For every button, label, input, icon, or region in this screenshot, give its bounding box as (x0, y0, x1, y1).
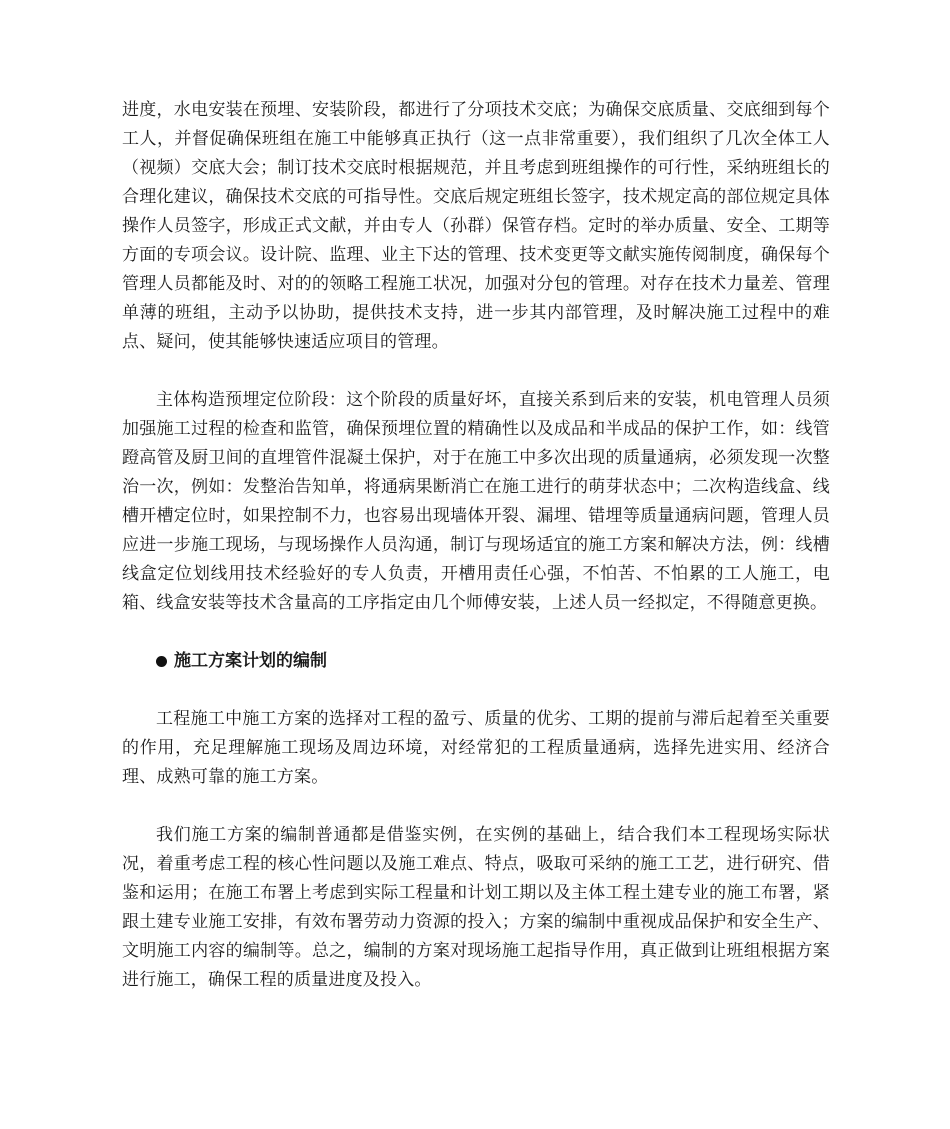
paragraph-spacer (122, 618, 830, 647)
paragraph-spacer (122, 676, 830, 705)
bullet-dot-icon (156, 656, 167, 667)
paragraph-spacer (122, 792, 830, 821)
document-page (122, 96, 830, 995)
paragraph-embedment-positioning: 主体构造预埋定位阶段：这个阶段的质量好坏，直接关系到后来的安装，机电管理人员须加强施工过程的检查和监管，确保预埋位置的精确性以及成品和半成品的保护工作，如：线管蹬高管及厨卫间的直埋管件混凝土保护，对于在施工中多次出现的质量通病，必须发现一次整治一次，例如：发整治告知单，将通病果断消亡在施工进行的萌芽状态中；二次构造线盒、线槽开槽定位时，如果控制不力，也容易出现墙体开裂、漏埋、错埋等质量通病问题，管理人员应进一步施工现场，与现场操作人员沟通，制订与现场适宜的施工方案和解决方法，例：线槽线盒定位划线用技术经验好的专人负责，开槽用责任心强，不怕苦、不怕累的工人施工，电箱、线盒安装等技术含量高的工序指定由几个师傅安装，上述人员一经拟定，不得随意更换。 (122, 390, 830, 613)
paragraph-technical-briefing: 进度，水电安装在预埋、安装阶段，都进行了分项技术交底；为确保交底质量、交底细到每个工人，并督促确保班组在施工中能够真正执行（这一点非常重要），我们组织了几次全体工人（视频）交底大会；制订技术交底时根据规范，并且考虑到班组操作的可行性，采纳班组长的合理化建议，确保技术交底的可指导性。交底后规定班组长签字，技术规定高的部位规定具体操作人员签字，形成正式文献，并由专人（孙群）保管存档。定时的举办质量、安全、工期等方面的专项会议。设计院、监理、业主下达的管理、技术变更等文献实施传阅制度，确保每个管理人员都能及时、对的的领略工程施工状况，加强对分包的管理。对存在技术力量差、管理单薄的班组，主动予以协助，提供技术支持，进一步其内部管理，及时解决施工过程中的难点、疑问，使其能够快速适应项目的管理。 (122, 100, 830, 352)
section-heading-text: 施工方案计划的编制 (174, 651, 327, 671)
paragraph-plan-selection: 工程施工中施工方案的选择对工程的盈亏、质量的优劣、工期的提前与滞后起着至关重要的作用，充足理解施工现场及周边环境，对经常犯的工程质量通病，选择先进实用、经济合理、成熟可靠的施工方案。 (122, 709, 830, 787)
section-heading (122, 647, 830, 676)
paragraph-plan-compilation: 我们施工方案的编制普通都是借鉴实例，在实例的基础上，结合我们本工程现场实际状况，着重考虑工程的核心性问题以及施工难点、特点，吸取可采纳的施工工艺，进行研究、借鉴和运用；在施工布署上考虑到实际工程量和计划工期以及主体工程土建专业的施工布署，紧跟土建专业施工安排，有效布署劳动力资源的投入；方案的编制中重视成品保护和安全生产、文明施工内容的编制等。总之，编制的方案对现场施工起指导作用，真正做到让班组根据方案进行施工，确保工程的质量进度及投入。 (122, 825, 830, 990)
paragraph-spacer (122, 357, 830, 386)
